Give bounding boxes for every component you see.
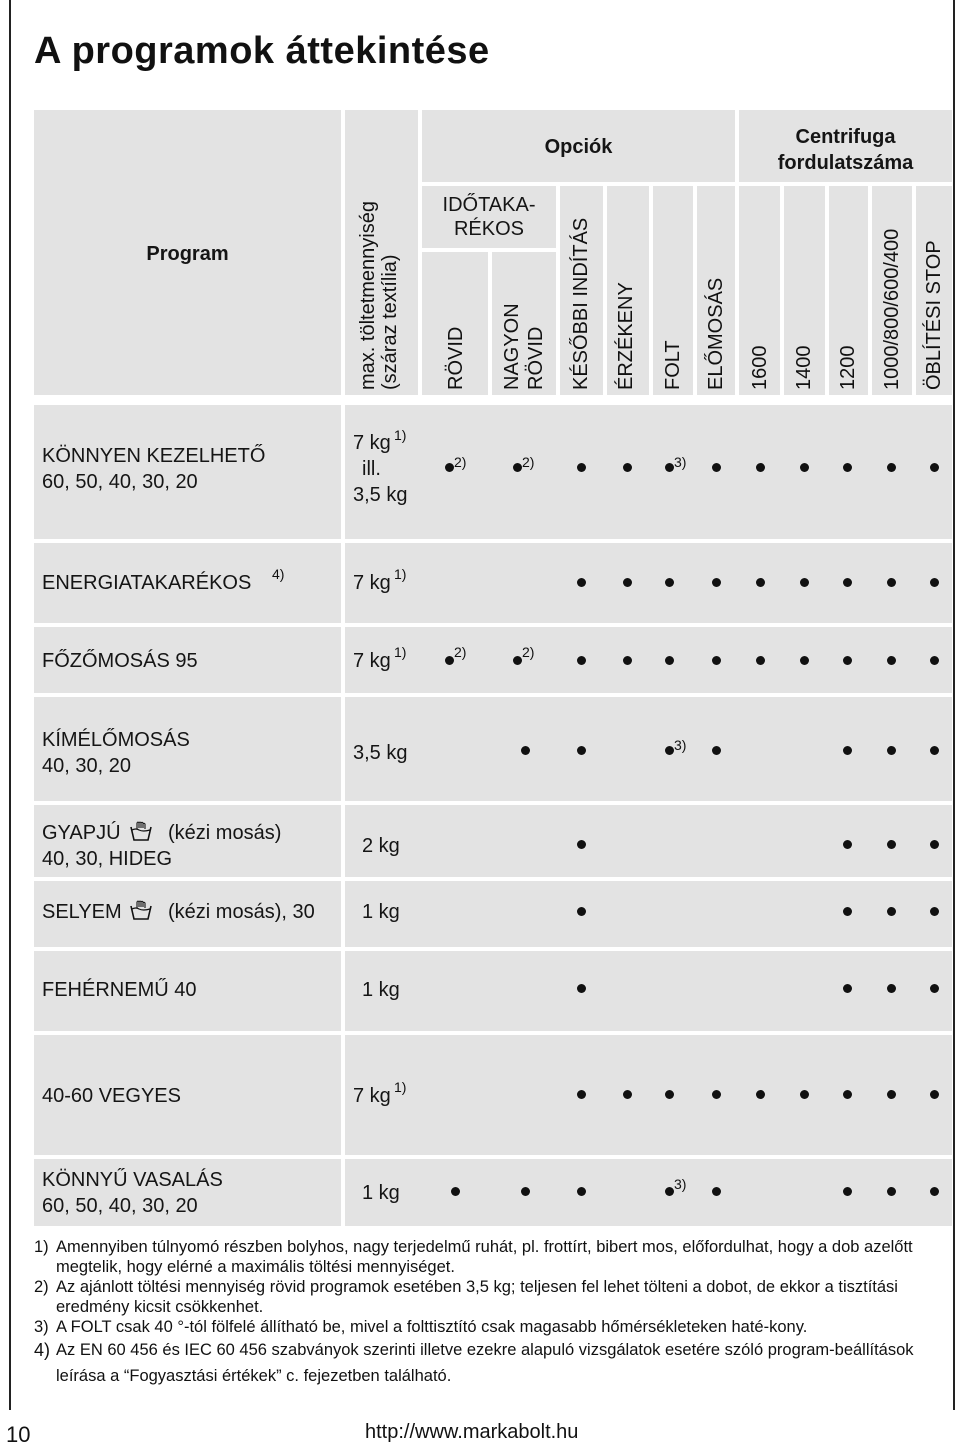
bullet-dot-icon <box>930 1187 939 1196</box>
bullet-dot-icon <box>930 656 939 665</box>
bullet-dot-icon <box>712 1090 721 1099</box>
row-2-load-sup: 1) <box>394 644 407 660</box>
row-8-name-line2: 60, 50, 40, 30, 20 <box>42 1195 198 1217</box>
row-2-name-line1: FŐZŐMOSÁS 95 <box>42 650 198 672</box>
bullet-dot-icon <box>887 984 896 993</box>
header-short-label: RÖVID <box>445 326 467 390</box>
bullet-dot-icon <box>623 578 632 587</box>
row-8-stain-note: 3) <box>674 1176 687 1192</box>
row-1-name-sup: 4) <box>272 566 285 582</box>
bullet-dot-icon <box>577 907 586 916</box>
hand-wash-icon <box>130 820 152 842</box>
bullet-dot-icon <box>800 1090 809 1099</box>
bullet-dot-icon <box>930 984 939 993</box>
header-spin-1600-label: 1600 <box>749 345 771 390</box>
bullet-dot-icon <box>665 463 674 472</box>
bullet-dot-icon <box>843 746 852 755</box>
bullet-dot-icon <box>843 1090 852 1099</box>
bullet-dot-icon <box>756 463 765 472</box>
bullet-dot-icon <box>887 840 896 849</box>
header-delayed-start-label: KÉSŐBBI INDÍTÁS <box>570 217 592 390</box>
header-spin-1200-label: 1200 <box>837 345 859 390</box>
row-8-name-line1: KÖNNYŰ VASALÁS <box>42 1169 223 1191</box>
header-program-label: Program <box>146 243 229 265</box>
bullet-dot-icon <box>445 656 454 665</box>
hand-wash-icon <box>130 899 152 921</box>
bullet-dot-icon <box>843 656 852 665</box>
page-title: A programok áttekintése <box>34 30 490 72</box>
bullet-dot-icon <box>577 840 586 849</box>
header-rinse-stop-label: ÖBLÍTÉSI STOP <box>923 240 945 390</box>
footnote-4: 4) Az EN 60 456 és IEC 60 456 szabványok szerinti illetve ezekre alapuló vizsgálatok esetére szóló program-beállítások leírása a “Fogyasztási értékek” c. fejezetben található. <box>34 1340 914 1385</box>
bullet-dot-icon <box>887 1090 896 1099</box>
bullet-dot-icon <box>930 840 939 849</box>
row-0-load-line3: 3,5 kg <box>353 484 408 506</box>
bullet-dot-icon <box>665 656 674 665</box>
bullet-dot-icon <box>887 907 896 916</box>
page-frame-right <box>953 0 955 1410</box>
header-time-saver-label: IDŐTAKA- RÉKOS <box>442 194 536 240</box>
bullet-dot-icon <box>577 746 586 755</box>
row-0-load-sup: 1) <box>394 427 407 443</box>
bullet-dot-icon <box>623 656 632 665</box>
row-0-load-line1: 7 kg <box>353 432 391 454</box>
row-0-very-short-note: 2) <box>522 454 535 470</box>
row-6-name-line1: FEHÉRNEMŰ 40 <box>42 979 197 1001</box>
footer-url[interactable]: http://www.markabolt.hu <box>365 1421 579 1443</box>
row-3-name-line1: KÍMÉLŐMOSÁS <box>42 729 190 751</box>
row-3-name-line2: 40, 30, 20 <box>42 755 131 777</box>
header-spin-1400-label: 1400 <box>793 345 815 390</box>
bullet-dot-icon <box>843 578 852 587</box>
row-5-name-line1a: SELYEM <box>42 901 122 923</box>
row-2-short-note: 2) <box>454 644 467 660</box>
col-separator <box>341 405 345 1226</box>
header-prewash-label: ELŐMOSÁS <box>705 277 727 390</box>
bullet-dot-icon <box>887 463 896 472</box>
row-0-short-note: 2) <box>454 454 467 470</box>
bullet-dot-icon <box>577 984 586 993</box>
bullet-dot-icon <box>800 463 809 472</box>
bullet-dot-icon <box>665 1187 674 1196</box>
bullet-dot-icon <box>577 656 586 665</box>
bullet-dot-icon <box>756 1090 765 1099</box>
bullet-dot-icon <box>887 746 896 755</box>
bullet-dot-icon <box>887 656 896 665</box>
row-3-stain-note: 3) <box>674 737 687 753</box>
bullet-dot-icon <box>665 1090 674 1099</box>
bullet-dot-icon <box>930 463 939 472</box>
row-0-name-line1: KÖNNYEN KEZELHETŐ <box>42 445 266 467</box>
header-spin-low-label: 1000/800/600/400 <box>881 228 903 390</box>
bullet-dot-icon <box>843 463 852 472</box>
row-4-load-line1: 2 kg <box>362 835 400 857</box>
bullet-dot-icon <box>800 578 809 587</box>
bullet-dot-icon <box>623 463 632 472</box>
bullet-dot-icon <box>887 1187 896 1196</box>
bullet-dot-icon <box>513 656 522 665</box>
bullet-dot-icon <box>843 984 852 993</box>
row-2-load-line1: 7 kg <box>353 650 391 672</box>
row-4-name-line1a: GYAPJÚ <box>42 822 121 844</box>
row-0-load-line2: ill. <box>362 458 381 480</box>
bullet-dot-icon <box>756 578 765 587</box>
row-1-name-line1: ENERGIATAKARÉKOS <box>42 572 252 594</box>
bullet-dot-icon <box>800 656 809 665</box>
bullet-dot-icon <box>577 1187 586 1196</box>
bullet-dot-icon <box>843 1187 852 1196</box>
header-stain-label: FOLT <box>662 340 684 390</box>
bullet-dot-icon <box>930 746 939 755</box>
row-6-load-line1: 1 kg <box>362 979 400 1001</box>
bullet-dot-icon <box>843 907 852 916</box>
bullet-dot-icon <box>521 1187 530 1196</box>
footnote-3: 3) A FOLT csak 40 °-tól fölfelé állítható be, mivel a folttisztító csak magasabb hőmérsékleteken haté-kony. <box>34 1318 808 1336</box>
header-load-label: max. töltetmennyiség (száraz textília) <box>357 201 401 390</box>
bullet-dot-icon <box>451 1187 460 1196</box>
bullet-dot-icon <box>623 1090 632 1099</box>
bullet-dot-icon <box>445 463 454 472</box>
bullet-dot-icon <box>930 578 939 587</box>
bullet-dot-icon <box>665 578 674 587</box>
footnote-1: 1) Amennyiben túlnyomó részben bolyhos, nagy terjedelmű ruhát, pl. frottírt, bibert mos, előfordulhat, hogy a dob azelőtt megtelik, hogy elérné a maximális töltési mennyiséget. <box>34 1238 913 1276</box>
bullet-dot-icon <box>712 746 721 755</box>
header-options-label: Opciók <box>544 136 613 158</box>
row-7-name-line1: 40-60 VEGYES <box>42 1085 181 1107</box>
row-7-load-sup: 1) <box>394 1079 407 1095</box>
row-2-very-short-note: 2) <box>522 644 535 660</box>
footnotes <box>34 1237 952 1389</box>
row-4-name-line2: 40, 30, HIDEG <box>42 848 173 870</box>
bullet-dot-icon <box>577 578 586 587</box>
bullet-dot-icon <box>577 1090 586 1099</box>
bullet-dot-icon <box>577 463 586 472</box>
bullet-dot-icon <box>843 840 852 849</box>
row-3-load-line1: 3,5 kg <box>353 742 408 764</box>
bullet-dot-icon <box>712 578 721 587</box>
bullet-dot-icon <box>930 1090 939 1099</box>
row-4-name-line1b: (kézi mosás) <box>168 822 282 844</box>
row-5-load-line1: 1 kg <box>362 901 400 923</box>
bullet-dot-icon <box>521 746 530 755</box>
header-very-short-label: NAGYON RÖVID <box>501 303 547 390</box>
bullet-dot-icon <box>513 463 522 472</box>
bullet-dot-icon <box>930 907 939 916</box>
row-5-name-line1b: (kézi mosás), 30 <box>168 901 315 923</box>
page-frame-left <box>9 0 11 1410</box>
bullet-dot-icon <box>712 463 721 472</box>
row-0-stain-note: 3) <box>674 454 687 470</box>
bullet-dot-icon <box>712 1187 721 1196</box>
row-1-load-sup: 1) <box>394 566 407 582</box>
row-8-load-line1: 1 kg <box>362 1182 400 1204</box>
row-7-load-line1: 7 kg <box>353 1085 391 1107</box>
header-sensitive-label: ÉRZÉKENY <box>615 282 637 390</box>
bullet-dot-icon <box>756 656 765 665</box>
page-number: 10 <box>6 1422 31 1447</box>
row-0-name-line2: 60, 50, 40, 30, 20 <box>42 471 198 493</box>
footnote-2: 2) Az ajánlott töltési mennyiség rövid programok esetében 3,5 kg; teljesen fel lehet tölteni a dobot, de ekkor a tisztítási eredmény kicsit csökkenhet. <box>34 1278 898 1316</box>
header-spin-group-label: Centrifuga fordulatszáma <box>777 126 914 174</box>
bullet-dot-icon <box>665 746 674 755</box>
bullet-dot-icon <box>887 578 896 587</box>
bullet-dot-icon <box>712 656 721 665</box>
row-1-load-line1: 7 kg <box>353 572 391 594</box>
